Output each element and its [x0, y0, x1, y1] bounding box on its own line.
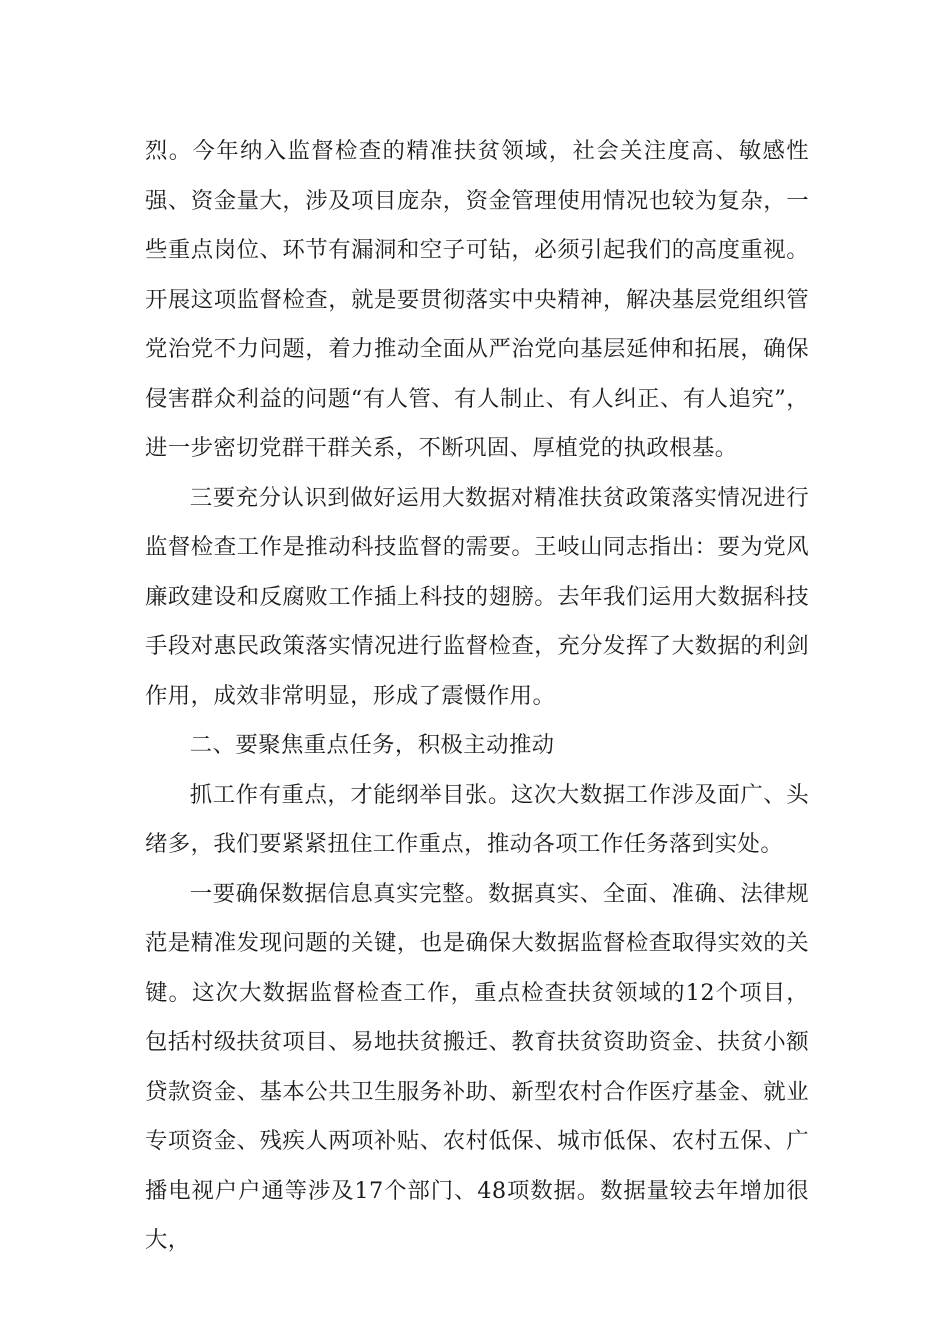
paragraph-point-one: 一要确保数据信息真实完整。数据真实、全面、准确、法律规范是精准发现问题的关键，也是确保大数据监督检查取得实效的关键。这次大数据监督检查工作，重点检查扶贫领域的12个项目，包括村级扶贫项目、易地扶贫搬迁、教育扶贫资助资金、扶贫小额贷款资金、基本公共卫生服务补助、新型农村合作医疗基金、就业专项资金、残疾人两项补贴、农村低保、城市低保、农村五保、广播电视户户通等涉及17个部门、48项数据。数据量较去年增加很大， [145, 880, 809, 1253]
document-body [145, 127, 809, 1266]
paragraph-point-three: 三要充分认识到做好运用大数据对精准扶贫政策落实情况进行监督检查工作是推动科技监督的需要。王岐山同志指出：要为党风廉政建设和反腐败工作插上科技的翅膀。去年我们运用大数据科技手段对惠民政策落实情况进行监督检查，充分发挥了大数据的利剑作用，成效非常明显，形成了震慑作用。 [145, 484, 809, 709]
paragraph-continuation: 烈。今年纳入监督检查的精准扶贫领域，社会关注度高、敏感性强、资金量大，涉及项目庞杂，资金管理使用情况也较为复杂，一些重点岗位、环节有漏洞和空子可钻，必须引起我们的高度重视。开展这项监督检查，就是要贯彻落实中央精神，解决基层党组织管党治党不力问题，着力推动全面从严治党向基层延伸和拓展，确保侵害群众利益的问题“有人管、有人制止、有人纠正、有人追究”，进一步密切党群干群关系，不断巩固、厚植党的执政根基。 [145, 138, 809, 461]
paragraph-key-tasks: 抓工作有重点，才能纲举目张。这次大数据工作涉及面广、头绪多，我们要紧紧扭住工作重点，推动各项工作任务落到实处。 [145, 781, 809, 857]
section-heading-two: 二、要聚焦重点任务，积极主动推动 [189, 732, 555, 758]
